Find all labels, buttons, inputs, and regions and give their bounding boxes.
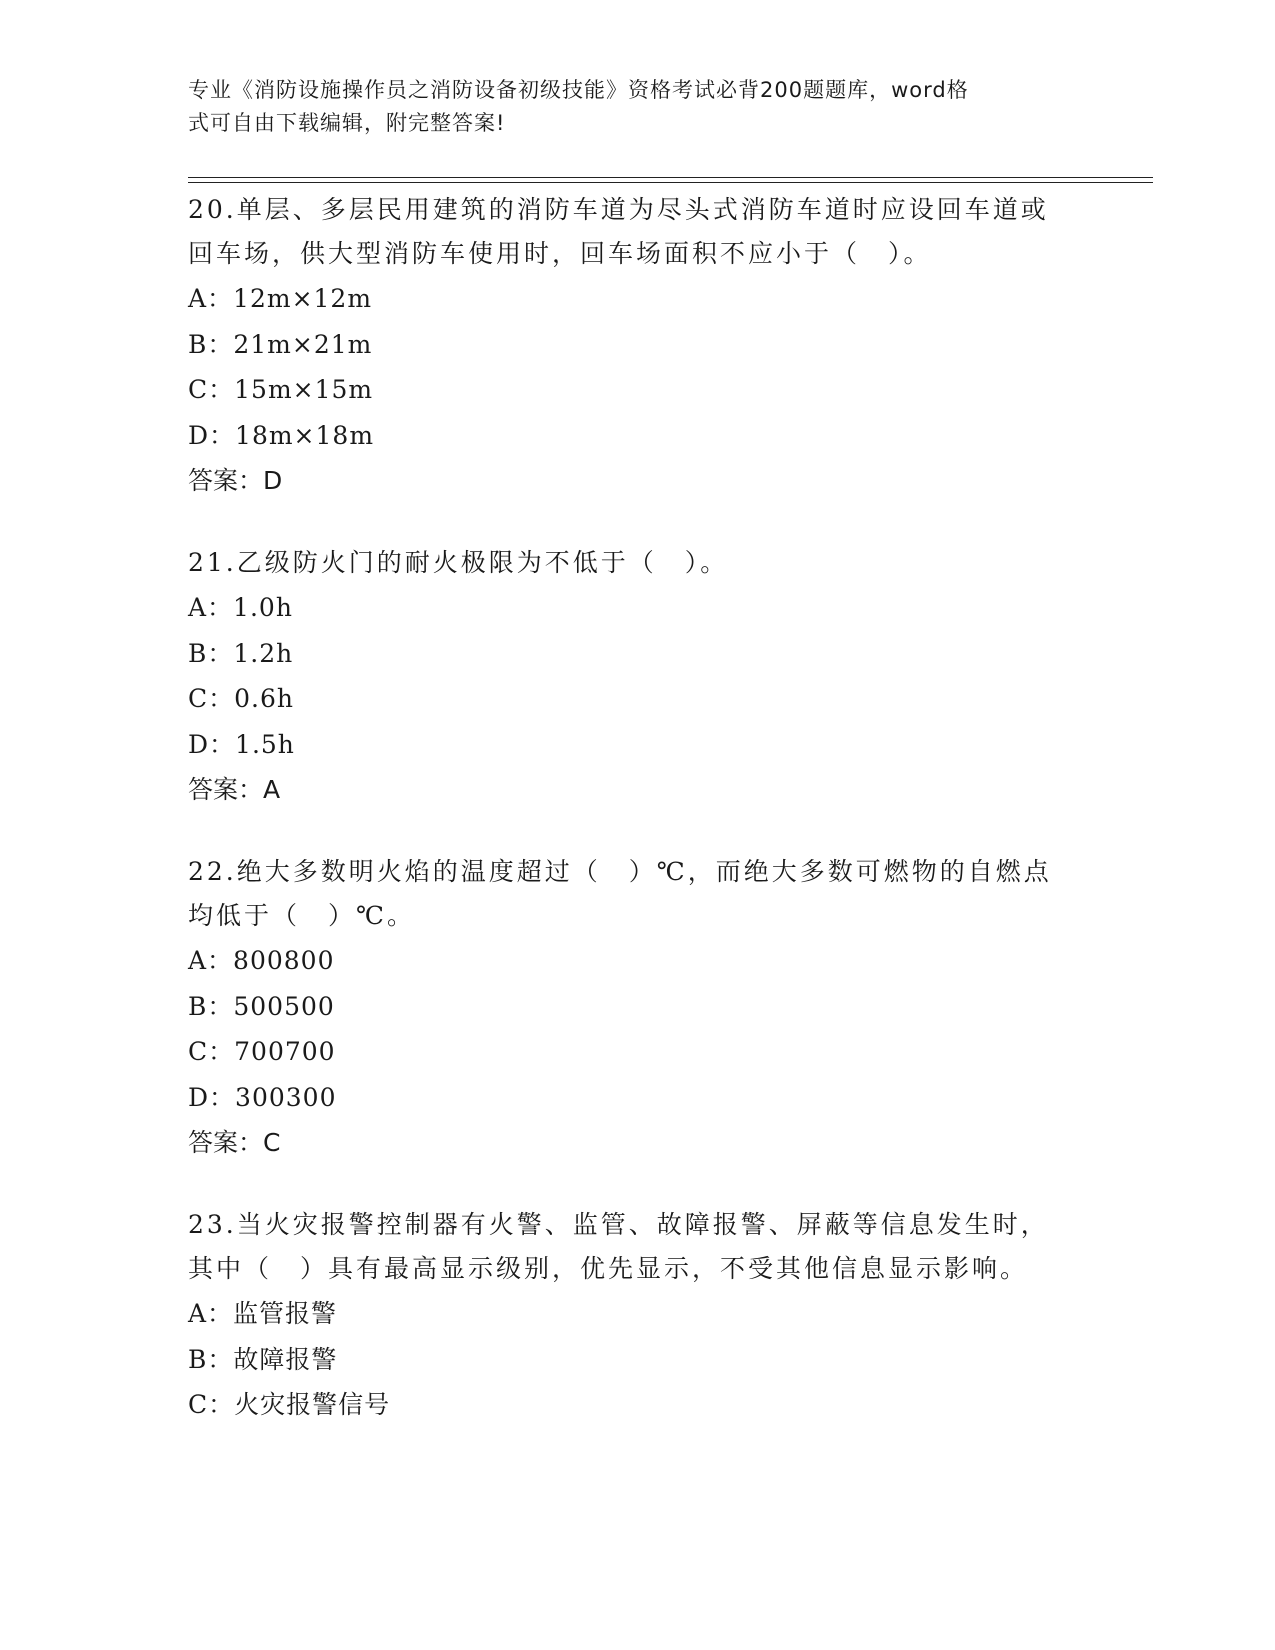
option-a: A：监管报警	[188, 1299, 338, 1328]
option-d: D：18m×18m	[188, 420, 375, 450]
option-b: B：1.2h	[188, 638, 294, 668]
answer-line: 答案：D	[188, 466, 283, 495]
option-a: A：800800	[188, 946, 335, 975]
document-header	[188, 74, 1088, 140]
header-line-2: 式可自由下载编辑，附完整答案!	[188, 111, 506, 135]
question-stem-line: 21.乙级防火门的耐火极限为不低于（ ）。	[188, 548, 729, 577]
question-23	[188, 1203, 1088, 1428]
header-divider-bottom	[188, 182, 1153, 183]
option-d: D：300300	[188, 1082, 337, 1112]
option-c: C：火灾报警信号	[188, 1390, 391, 1419]
option-a: A：12m×12m	[188, 284, 373, 313]
option-c: C：15m×15m	[188, 375, 374, 404]
question-stem-line: 均低于（ ）℃。	[188, 901, 415, 930]
option-c: C：0.6h	[188, 684, 294, 713]
answer-line: 答案：A	[188, 775, 281, 804]
option-c: C：700700	[188, 1037, 336, 1066]
header-divider-top	[188, 177, 1153, 178]
option-b: B：故障报警	[188, 1344, 338, 1374]
question-list	[188, 188, 1088, 1454]
option-b: B：21m×21m	[188, 329, 373, 359]
question-stem-line: 20.单层、多层民用建筑的消防车道为尽头式消防车道时应设回车道或	[188, 195, 1049, 224]
option-b: B：500500	[188, 991, 335, 1021]
question-21	[188, 541, 1088, 812]
question-22	[188, 850, 1088, 1165]
option-a: A：1.0h	[188, 593, 293, 622]
answer-line: 答案：C	[188, 1128, 281, 1157]
question-20	[188, 188, 1088, 503]
option-d: D：1.5h	[188, 729, 295, 759]
question-stem-line: 回车场，供大型消防车使用时，回车场面积不应小于（ ）。	[188, 239, 932, 268]
question-stem-line: 23.当火灾报警控制器有火警、监管、故障报警、屏蔽等信息发生时，	[188, 1210, 1049, 1239]
question-stem-line: 22.绝大多数明火焰的温度超过（ ）℃，而绝大多数可燃物的自燃点	[188, 857, 1052, 886]
header-line-1: 专业《消防设施操作员之消防设备初级技能》资格考试必背200题题库，word格	[188, 78, 969, 102]
question-stem-line: 其中（ ）具有最高显示级别，优先显示，不受其他信息显示影响。	[188, 1254, 1029, 1283]
